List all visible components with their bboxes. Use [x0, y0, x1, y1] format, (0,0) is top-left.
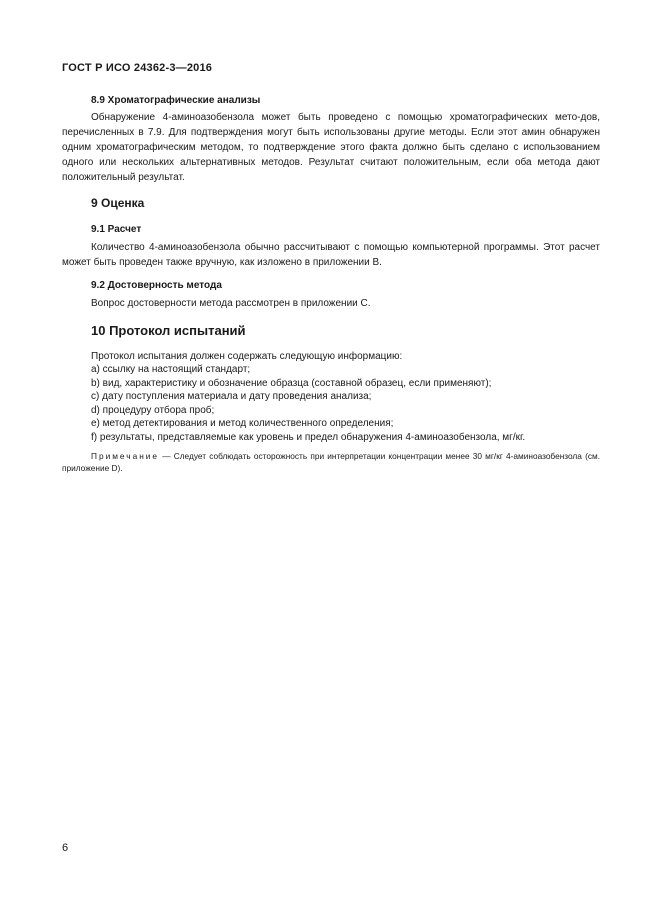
- section-8-9-heading: 8.9 Хроматографические анализы: [91, 95, 261, 106]
- list-item: f) результаты, представляемые как уровень и предел обнаружения 4-аминоазобензола, мг/кг.: [91, 431, 526, 443]
- section-9-heading: 9 Оценка: [91, 196, 145, 210]
- section-8-9-paragraph: Обнаружение 4-аминоазобензола может быть проведено с помощью хроматографических мето-дов, перечисленных в 7.9. Для подтверждения могут быть использованы другие методы. Если этот амин обнаружен одним хроматографическим методом, то подтверждение этого факта должно быть сделано с использованием одного или нескольких альтернативных методов. Результат считают положительным, если оба метода дают положительный результат.: [62, 112, 600, 183]
- list-item: c) дату поступления материала и дату проведения анализа;: [91, 391, 372, 402]
- section-9-1-heading: 9.1 Расчет: [91, 224, 142, 235]
- page-number: 6: [62, 842, 69, 854]
- section-10-intro: Протокол испытания должен содержать следующую информацию:: [91, 351, 403, 362]
- note-label: Примечание: [91, 451, 160, 461]
- section-9-1-paragraph: Количество 4-аминоазобензола обычно рассчитывают с помощью компьютерной программы. Этот расчет может быть проведен также вручную, как изложено в приложении В.: [62, 242, 600, 268]
- section-10-heading: 10 Протокол испытаний: [91, 323, 246, 338]
- list-item: a) ссылку на настоящий стандарт;: [91, 364, 251, 375]
- document-header: ГОСТ Р ИСО 24362-3—2016: [62, 62, 213, 74]
- section-9-2-heading: 9.2 Достоверность метода: [91, 280, 222, 291]
- list-item: b) вид, характеристику и обозначение образца (составной образец, если применяют);: [91, 377, 492, 389]
- note-paragraph: [62, 450, 600, 474]
- section-9-2-paragraph: Вопрос достоверности метода рассмотрен в приложении С.: [91, 298, 371, 309]
- list-item: e) метод детектирования и метод количественного определения;: [91, 418, 394, 429]
- note-text: — Следует соблюдать осторожность при интерпретации концентрации менее 30 мг/кг 4-аминоазобензола (см. приложение D).: [62, 451, 600, 473]
- protocol-items-list: [62, 363, 629, 444]
- list-item: d) процедуру отбора проб;: [91, 404, 215, 416]
